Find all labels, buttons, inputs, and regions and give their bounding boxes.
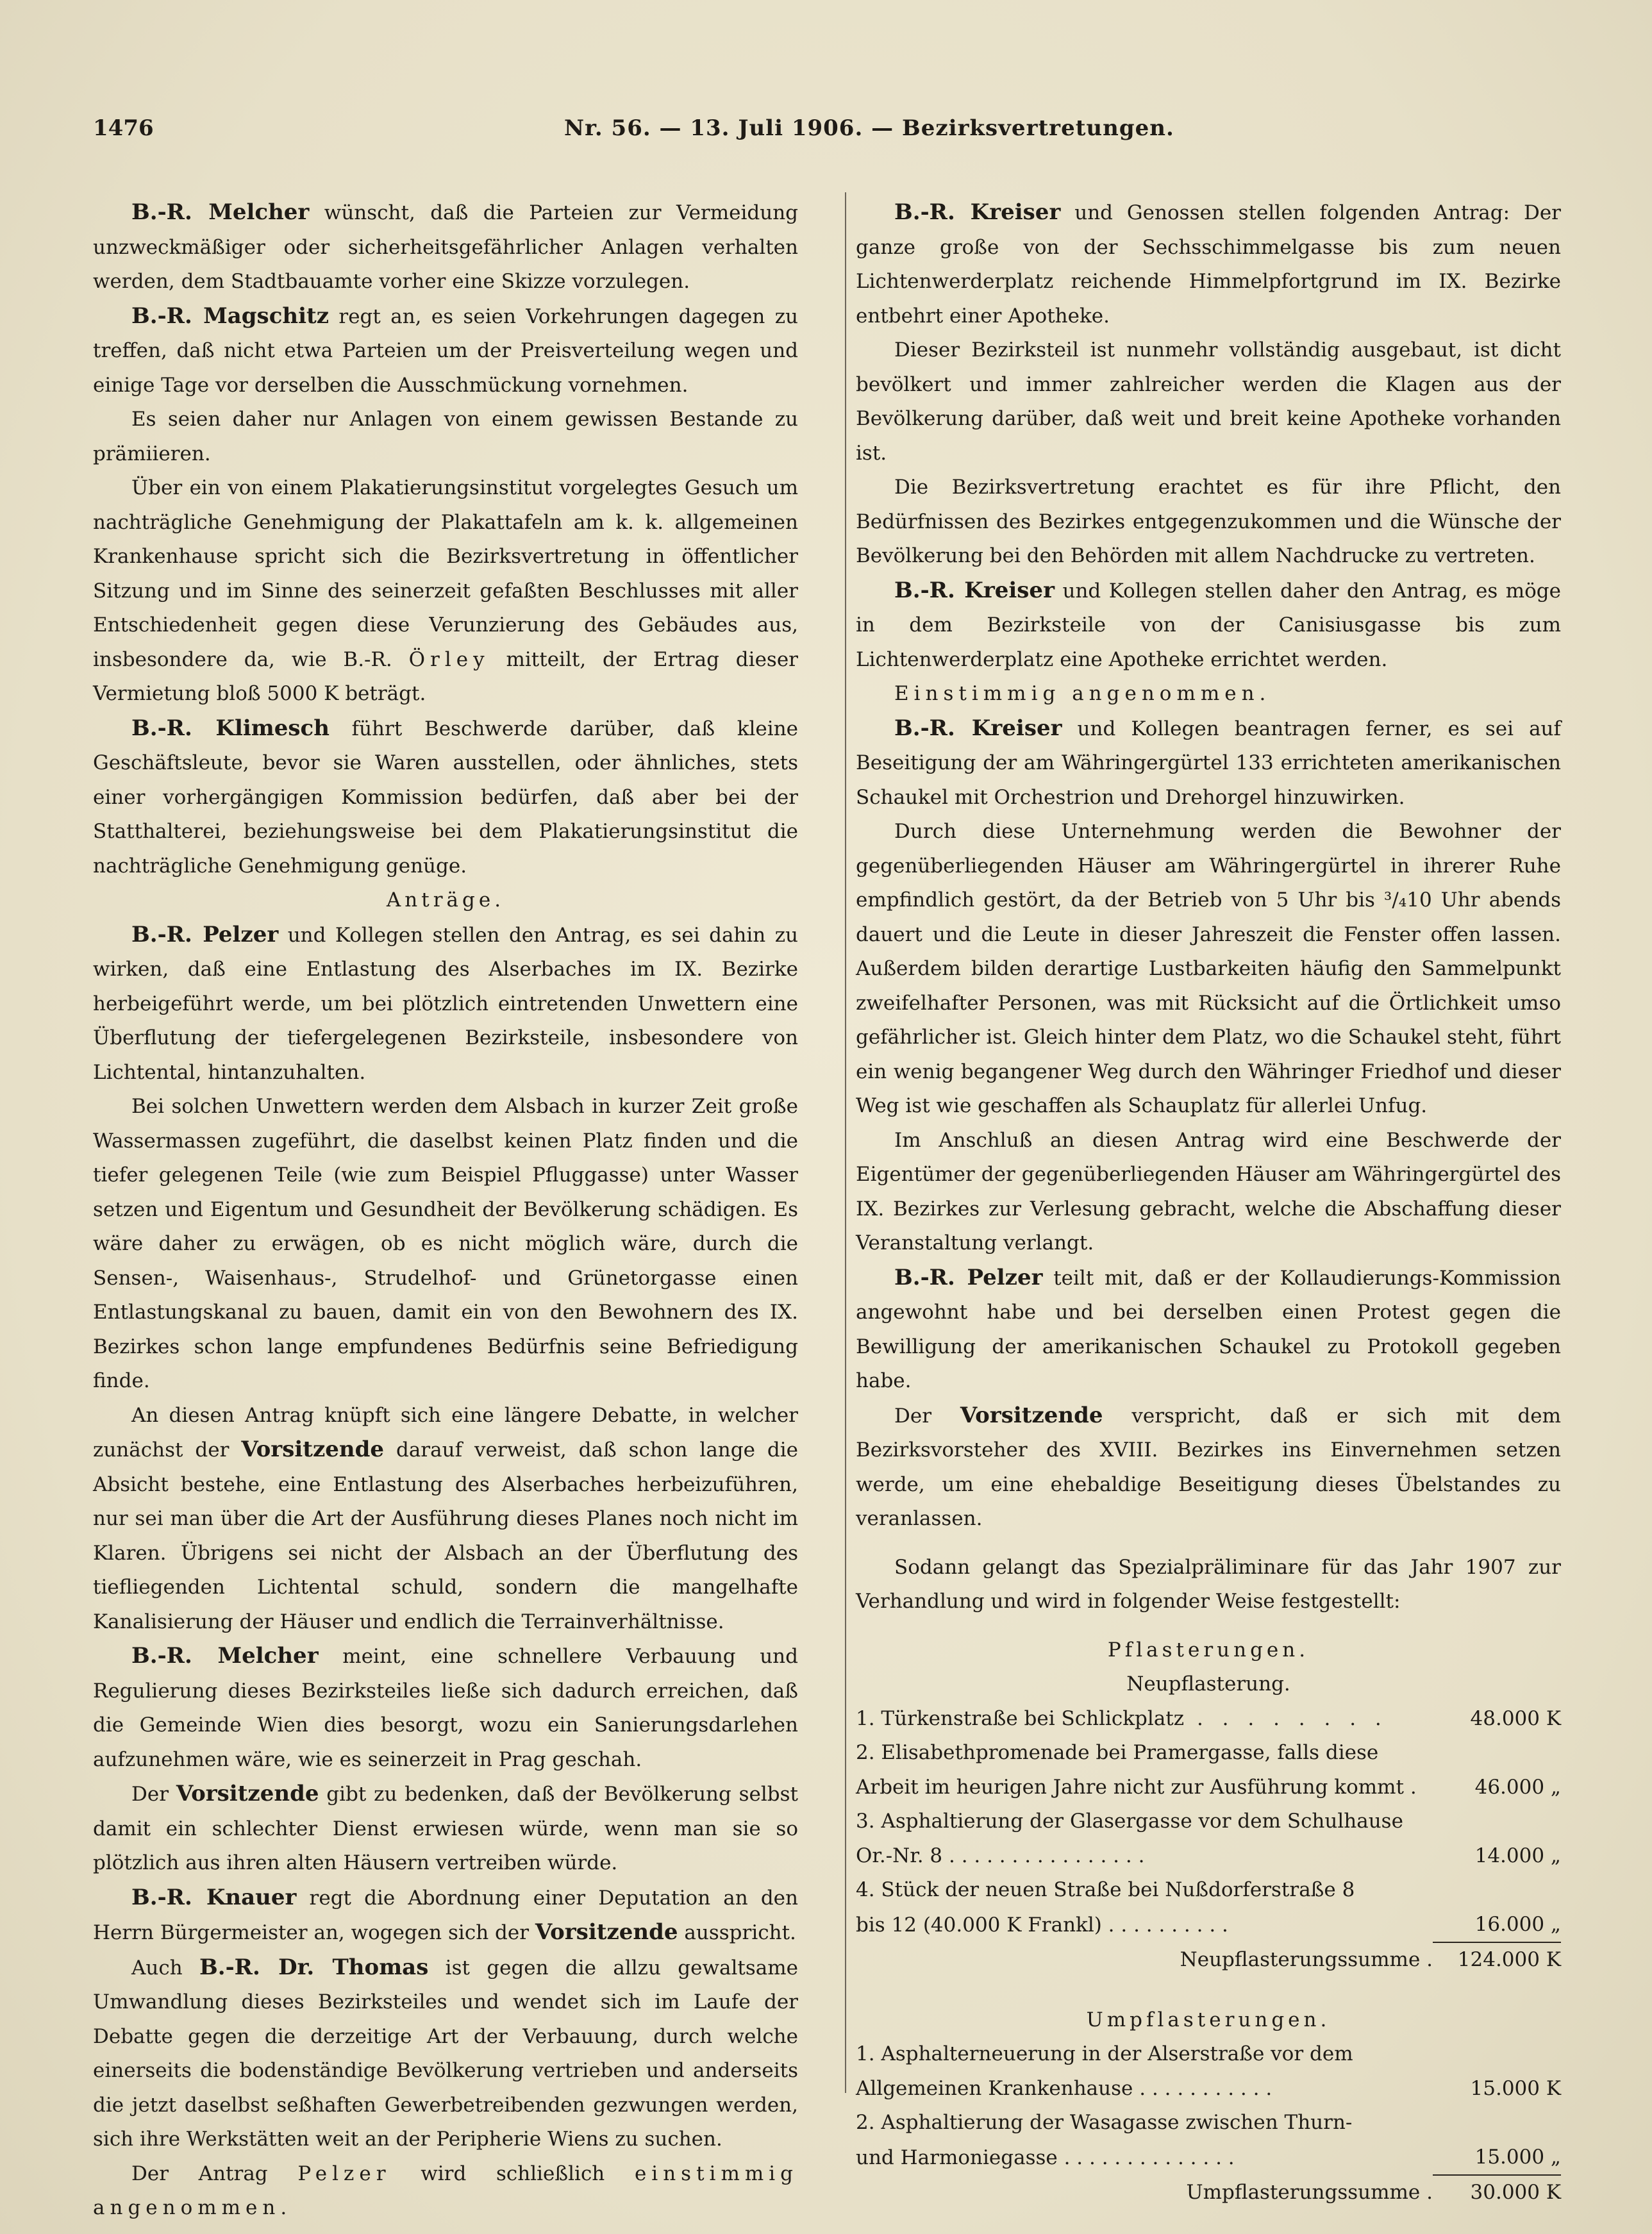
sum-label: Umpflasterungssumme . xyxy=(1186,2181,1433,2204)
ledger-row xyxy=(856,2140,1561,2176)
paragraph xyxy=(856,1261,1561,1399)
spacer xyxy=(856,1619,1561,1633)
paragraph-text: Der Antrag xyxy=(131,2162,298,2185)
ledger-row xyxy=(856,1702,1561,1737)
spaced-name: Pelzer xyxy=(297,2162,391,2185)
ledger-row xyxy=(856,1805,1561,1839)
ledger-item-text: 2. Elisabethpromenade bei Pramergasse, falls diese xyxy=(856,1741,1379,1764)
paragraph-text: gibt zu bedenken, daß der Bevölkerung selbst damit ein schlechter Dienst erwiesen würde, wenn man sie so plötzlich aus ihren alten Häusern vertreiben würde. xyxy=(93,1783,799,1874)
ledger-amount: 16.000 „ xyxy=(1433,1908,1561,1943)
section-heading-pflasterungen: Pflasterungen. xyxy=(1107,1638,1310,1662)
umpflasterung-table xyxy=(856,2037,1561,2210)
ledger-amount: 15.000 „ xyxy=(1433,2140,1561,2176)
subheading-neupflasterung: Neupflasterung. xyxy=(1126,1672,1290,1696)
ledger-item-text: 2. Asphaltierung der Wasagasse zwischen Thurn- xyxy=(856,2111,1353,2134)
speaker-name: B.-R. Magschitz xyxy=(131,303,330,329)
paragraph-text: Der xyxy=(894,1404,960,1428)
paragraph xyxy=(93,1399,798,1640)
subheading-umpflasterungen: Umpflasterungen. xyxy=(1086,2008,1331,2031)
paragraph xyxy=(856,196,1561,333)
paragraph-text: Auch xyxy=(131,1956,199,1980)
paragraph xyxy=(93,1881,798,1951)
spaced-name: Örley xyxy=(408,647,490,671)
speaker-name: B.-R. Knauer xyxy=(131,1884,297,1910)
paragraph: Es seien daher nur Anlagen von einem gewissen Bestande zu prämiieren. xyxy=(93,408,798,465)
speaker-name: Vorsitzende xyxy=(535,1919,678,1945)
ledger-amount: 15.000 K xyxy=(1470,2076,1561,2100)
speaker-name: B.-R. Kreiser xyxy=(894,577,1055,603)
paragraph xyxy=(93,299,798,403)
paragraph xyxy=(93,1777,798,1881)
ledger-amount: 48.000 K xyxy=(1470,1706,1561,1730)
paragraph-text: darauf verweist, daß schon lange die Absicht bestehe, eine Entlastung des Alserbaches herbeizuführen, nur sei man über die Art der Ausführung dieses Planes noch nicht im Klaren. Übrigens sei nicht der Alsbach an der Überflutung des tiefliegenden Lichtental schuld, sondern die mangelhafte Kanalisierung der Häuser und endlich die Terrainverhältnisse. xyxy=(93,1438,799,1633)
ledger-item-text: und Harmoniegasse . . . . . . . . . . . . . . xyxy=(856,2146,1235,2169)
paragraph xyxy=(93,471,798,712)
paragraph xyxy=(856,1399,1561,1537)
right-column xyxy=(856,196,1561,2210)
neupflasterung-table xyxy=(856,1702,1561,1978)
column-divider xyxy=(845,192,846,2093)
paragraph-text: und Kollegen stellen den Antrag, es sei dahin zu wirken, daß eine Entlastung des Alserbaches im IX. Bezirke herbeigeführt werde, um bei plötzlich eintretenden Unwettern eine Überflutung der tiefergelegenen Bezirksteile, insbesondere von Lichtental, hintanzuhalten. xyxy=(93,923,799,1084)
paragraph-text: und Kollegen beantragen ferner, es sei auf Beseitigung der am Währingergürtel 133 errichteten amerikanischen Schaukel mit Orchestrion und Drehorgel hinzuwirken. xyxy=(856,717,1561,809)
sum-amount: 124.000 K xyxy=(1457,1948,1561,1971)
speaker-name: Vorsitzende xyxy=(241,1437,385,1462)
paragraph xyxy=(93,2157,798,2226)
paragraph xyxy=(856,574,1561,678)
paragraph-text: und Kollegen stellen daher den Antrag, es möge in dem Bezirksteile von der Canisiusgasse bis zum Lichtenwerderplatz eine Apotheke errichtet werden. xyxy=(856,579,1561,671)
ledger-sum-row xyxy=(856,2175,1561,2210)
paragraph xyxy=(93,1951,798,2157)
speaker-name: B.-R. Pelzer xyxy=(131,921,279,947)
paragraph: Die Bezirksvertretung erachtet es für ihre Pflicht, den Bedürfnissen des Bezirkes entgegenzukommen und die Wünsche der Bevölkerung bei den Behörden mit allem Nachdrucke zu vertreten. xyxy=(856,476,1561,567)
paragraph-text: mitteilt, der Ertrag dieser Vermietung bloß 5000 K beträgt. xyxy=(93,647,798,705)
paragraph xyxy=(93,196,798,299)
speaker-name: B.-R. Melcher xyxy=(131,199,310,225)
sum-amount: 30.000 K xyxy=(1470,2181,1561,2204)
speaker-name: B.-R. Kreiser xyxy=(894,715,1062,741)
leader-dots: . . . . . . . . xyxy=(1184,1706,1388,1730)
speaker-name: B.-R. Dr. Thomas xyxy=(199,1954,429,1980)
paragraph-text: An diesen Antrag knüpft sich eine längere Debatte, in welcher zunächst der xyxy=(93,1403,798,1462)
ledger-row xyxy=(856,2106,1561,2140)
paragraph-text: regt an, es seien Vorkehrungen dagegen zu treffen, daß nicht etwa Parteien um der Preisverteilung wegen und einige Tage vor derselben die Ausschmückung vornehmen. xyxy=(93,304,798,397)
speaker-name: B.-R. Pelzer xyxy=(894,1264,1043,1290)
speaker-name: Vorsitzende xyxy=(176,1781,319,1806)
sum-label: Neupflasterungssumme . xyxy=(1180,1948,1433,1971)
page-number: 1476 xyxy=(93,115,154,141)
speaker-name: B.-R. Melcher xyxy=(131,1643,319,1669)
section-heading-antraege: Anträge. xyxy=(386,888,505,912)
paragraph-text: meint, eine schnellere Verbauung und Regulierung dieses Bezirksteiles ließe sich dadurch erreichen, daß die Gemeinde Wien dies besorgt, wozu ein Sanierungsdarlehen aufzunehmen wäre, wie es seinerzeit in Prag geschah. xyxy=(93,1645,798,1771)
paragraph-text: . xyxy=(280,2196,287,2219)
page-header xyxy=(93,103,1559,154)
paragraph-text: und Genossen stellen folgenden Antrag: Der ganze große von der Sechsschimmelgasse bis zum neuen Lichtenwerderplatz reichende Himmelpfortgrund im IX. Bezirke entbehrt einer Apotheke. xyxy=(856,201,1561,328)
paragraph-text: wird schließlich xyxy=(390,2162,635,2185)
paragraph: Im Anschluß an diesen Antrag wird eine Beschwerde der Eigentümer der gegenüberliegenden Häuser am Währingergürtel des IX. Bezirkes zur Verlesung gebracht, welche die Abschaffung dieser Veranstaltung verlangt. xyxy=(856,1128,1561,1255)
spacer xyxy=(856,1537,1561,1551)
ledger-item-text: Or.-Nr. 8 . . . . . . . . . . . . . . . . xyxy=(856,1844,1145,1867)
paragraph-text: regt die Abordnung einer Deputation an den Herrn Bürgermeister an, wogegen sich der xyxy=(93,1886,798,1944)
paragraph-text: führt Beschwerde darüber, daß kleine Geschäftsleute, bevor sie Waren ausstellen, oder ähnliches, stets einer vorhergängigen Kommission bedürfen, daß aber bei der Statthalterei, beziehungsweise bei dem Plakatierungsinstitut die nachträgliche Genehmigung genüge. xyxy=(93,717,799,878)
paragraph xyxy=(93,918,798,1090)
ledger-amount: 14.000 „ xyxy=(1474,1844,1561,1867)
ledger-row xyxy=(856,1839,1561,1874)
paragraph xyxy=(93,1639,798,1777)
paragraph: Dieser Bezirksteil ist nunmehr vollständig ausgebaut, ist dicht bevölkert und immer zahlreicher werden die Klagen aus der Bevölkerung darüber, daß weit und breit keine Apotheke vorhanden ist. xyxy=(856,338,1561,465)
ledger-item-text: 1. Asphalterneuerung in der Alserstraße vor dem xyxy=(856,2042,1353,2065)
ledger-row xyxy=(856,2037,1561,2072)
item-line: 1. Türkenstraße bei Schlickplatz xyxy=(856,1706,1185,1730)
paragraph xyxy=(856,712,1561,815)
ledger-item-text xyxy=(856,1702,1433,1737)
paragraph: Bei solchen Unwettern werden dem Alsbach in kurzer Zeit große Wassermassen zugeführt, die daselbst keinen Platz finden und die tiefer gelegenen Teile (wie zum Beispiel Pfluggasse) unter Wasser setzen und Eigentum und Gesundheit der Bevölkerung schädigen. Es wäre daher zu erwägen, ob es nicht möglich wäre, durch die Sensen-, Waisenhaus-, Strudelhof- und Grünetorgasse einen Entlastungskanal zu bauen, damit ein von den Bewohnern des IX. Bezirkes schon lange empfundenes Bedürfnis seine Befriedigung finde. xyxy=(93,1095,798,1392)
paragraph xyxy=(93,712,798,884)
ledger-item-text: bis 12 (40.000 K Frankl) . . . . . . . . . . xyxy=(856,1913,1228,1937)
paragraph: Durch diese Unternehmung werden die Bewohner der gegenüberliegenden Häuser am Währingergürtel in ihrerer Ruhe empfindlich gestört, da der Betrieb von 5 Uhr bis ³/₄10 Uhr abends dauert und die Leute in dieser Jahreszeit die Fenster offen lassen. Außerdem bilden derartige Lustbarkeiten häufig den Sammelpunkt zweifelhafter Personen, was mit Rücksicht auf die Örtlichkeit umso gefährlicher ist. Gleich hinter dem Platz, wo die Schaukel steht, führt ein wenig begangener Weg durch den Währinger Friedhof und dieser Weg ist wie geschaffen als Schauplatz für allerlei Unfug. xyxy=(856,820,1561,1117)
paragraph-text: ausspricht. xyxy=(678,1921,796,1944)
speaker-name: B.-R. Kreiser xyxy=(894,199,1061,225)
left-column xyxy=(93,196,798,2226)
speaker-name: B.-R. Klimesch xyxy=(131,715,330,741)
spaced-text: einstimmig angenommen xyxy=(93,2162,798,2219)
paragraph-text: wünscht, daß die Parteien zur Vermeidung unzweckmäßiger oder sicherheitsgefährlicher Anlagen verhalten werden, dem Stadtbauamte vorher eine Skizze vorzulegen. xyxy=(93,201,799,293)
ledger-item-text: 3. Asphaltierung der Glasergasse vor dem Schulhause xyxy=(856,1810,1403,1833)
ledger-row xyxy=(856,1873,1561,1908)
ledger-row xyxy=(856,1771,1561,1805)
running-head: Nr. 56. — 13. Juli 1906. — Bezirksvertretungen. xyxy=(564,115,1174,141)
ledger-item-text: Allgemeinen Krankenhause . . . . . . . . . . . xyxy=(856,2076,1272,2100)
ledger-amount: 46.000 „ xyxy=(1474,1775,1561,1799)
spacer xyxy=(856,1978,1561,2003)
ledger-item-text: 4. Stück der neuen Straße bei Nußdorferstraße 8 xyxy=(856,1878,1355,1901)
speaker-name: Vorsitzende xyxy=(960,1402,1103,1428)
paragraph-text: Der xyxy=(131,1783,176,1806)
ledger-sum-row xyxy=(856,1942,1561,1978)
ledger-row xyxy=(856,1736,1561,1771)
ledger-row xyxy=(856,1908,1561,1943)
ledger-item-text: Arbeit im heurigen Jahre nicht zur Ausführung kommt . xyxy=(856,1775,1417,1799)
paragraph-text: Über ein von einem Plakatierungsinstitut vorgelegtes Gesuch um nachträgliche Genehmigung der Plakattafeln am k. k. allgemeinen Krankenhause spricht sich die Bezirksvertretung in öffentlicher Sitzung und im Sinne des seinerzeit gefaßten Beschlusses mit aller Entschiedenheit gegen diese Verunzierung des Gebäudes aus, insbesondere da, wie B.-R. xyxy=(93,476,798,671)
paragraph: Sodann gelangt das Spezialpräliminare für das Jahr 1907 zur Verhandlung und wird in folgender Weise festgestellt: xyxy=(856,1555,1561,1613)
ledger-row xyxy=(856,2072,1561,2106)
paragraph-text: verspricht, daß er sich mit dem Bezirksvorsteher des XVIII. Bezirkes ins Einvernehmen setzen werde, um eine ehebaldige Beseitigung dieses Übelstandes zu veranlassen. xyxy=(856,1404,1562,1530)
paragraph-text: teilt mit, daß er der Kollaudierungs-Kommission angewohnt habe und bei derselben einen Protest gegen die Bewilligung der amerikanischen Schaukel zu Protokoll gegeben habe. xyxy=(856,1266,1561,1392)
resolution-note: Einstimmig angenommen. xyxy=(894,682,1271,705)
paragraph-text: ist gegen die allzu gewaltsame Umwandlung dieses Bezirksteiles und wendet sich im Laufe der Debatte gegen die derzeitige Art der Verbauung, durch welche einerseits die bodenständige Bevölkerung vertrieben und anderseits die jetzt daselbst seßhaften Gewerbetreibenden gezwungen werden, sich ihre Werkstätten weit an der Peripherie Wiens zu suchen. xyxy=(93,1956,798,2151)
